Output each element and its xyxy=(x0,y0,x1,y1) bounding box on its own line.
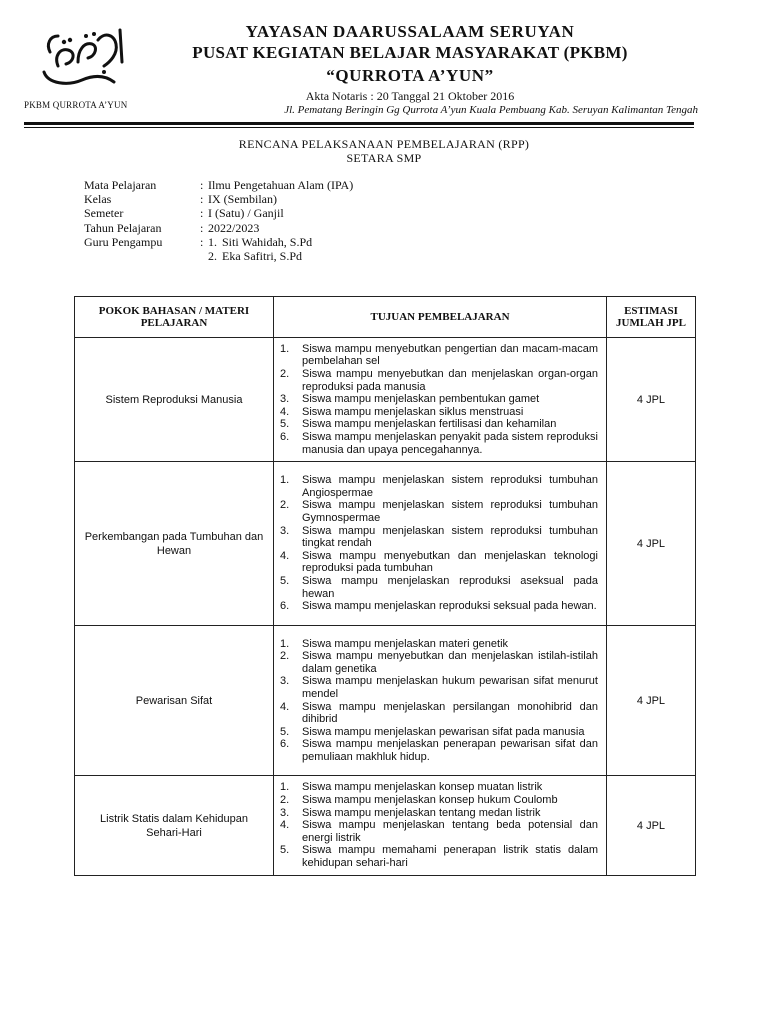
goal-text: Siswa mampu menyebutkan dan menjelaskan teknologi reproduksi pada tumbuhan xyxy=(302,549,598,575)
goal-text: Siswa mampu menyebutkan dan menjelaskan organ-organ reproduksi pada manusia xyxy=(302,368,598,393)
jpl-cell: 4 JPL xyxy=(607,626,696,776)
goal-number: 2. xyxy=(280,368,290,381)
info-separator: : xyxy=(200,234,204,249)
goal-text: Siswa mampu menjelaskan siklus menstruasi xyxy=(302,405,524,418)
goal-text: Siswa mampu menjelaskan tentang beda potensial dan energi listrik xyxy=(302,819,598,844)
goal-item xyxy=(278,794,598,807)
institution-name: PUSAT KEGIATAN BELAJAR MASYARAKAT (PKBM) xyxy=(192,43,628,62)
goal-number: 1. xyxy=(280,342,290,355)
teacher-name: Eka Safitri, S.Pd xyxy=(222,249,302,264)
goals-list xyxy=(278,781,598,869)
goal-number: 1. xyxy=(280,474,290,487)
institution-short-name: “QURROTA A’YUN” xyxy=(326,66,494,85)
letterhead-divider xyxy=(24,122,694,125)
goal-item xyxy=(278,675,598,700)
document-subtitle: SETARA SMP xyxy=(346,151,422,165)
goal-item xyxy=(278,819,598,844)
document-title: RENCANA PELAKSANAAN PEMBELAJARAN (RPP) xyxy=(238,137,530,151)
goal-number: 2. xyxy=(280,499,290,512)
goals-cell xyxy=(274,776,607,876)
table-row xyxy=(75,338,696,462)
info-value: IX (Sembilan) xyxy=(208,192,277,207)
goal-number: 6. xyxy=(280,600,290,613)
topic-cell: Pewarisan Sifat xyxy=(75,626,274,776)
goal-text: Siswa mampu menyebutkan pengertian dan macam-macam pembelahan sel xyxy=(302,342,598,368)
goal-text: Siswa mampu menjelaskan sistem reproduksi tumbuhan Angiospermae xyxy=(302,474,598,499)
goal-text: Siswa mampu menjelaskan konsep hukum Coulomb xyxy=(302,794,558,807)
goal-item xyxy=(278,650,598,675)
goal-number: 2. xyxy=(280,794,290,807)
info-label: Kelas xyxy=(84,192,112,207)
goal-item xyxy=(278,807,598,820)
goal-item xyxy=(278,550,598,575)
goals-cell xyxy=(274,626,607,776)
goals-list xyxy=(278,638,598,764)
info-row-class xyxy=(84,192,353,206)
goal-number: 3. xyxy=(280,393,290,406)
goal-number: 3. xyxy=(280,675,290,688)
goal-number: 4. xyxy=(280,700,290,713)
goal-item xyxy=(278,474,598,499)
info-separator: : xyxy=(200,178,204,192)
goal-number: 4. xyxy=(280,405,290,418)
jpl-cell: 4 JPL xyxy=(607,776,696,876)
goal-text: Siswa mampu menjelaskan tentang medan listrik xyxy=(302,806,541,819)
table-body xyxy=(75,338,696,876)
info-row-semester xyxy=(84,206,353,220)
info-separator: : xyxy=(200,206,204,221)
goal-item xyxy=(278,499,598,524)
goal-item xyxy=(278,844,598,869)
jpl-cell: 4 JPL xyxy=(607,338,696,462)
letterhead-divider-thin xyxy=(24,127,694,128)
goals-list xyxy=(278,343,598,456)
goal-number: 5. xyxy=(280,574,290,587)
teacher-item xyxy=(208,235,312,249)
goal-number: 2. xyxy=(280,650,290,663)
info-separator: : xyxy=(200,220,204,235)
course-info xyxy=(84,178,353,263)
goal-number: 5. xyxy=(280,725,290,738)
jpl-cell: 4 JPL xyxy=(607,462,696,626)
table-row xyxy=(75,462,696,626)
goal-text: Siswa mampu menjelaskan reproduksi seksual pada hewan. xyxy=(302,600,597,613)
column-header-topic: POKOK BAHASAN / MATERI PELAJARAN xyxy=(75,297,274,338)
teacher-number: 1. xyxy=(208,234,217,249)
column-header-goals: TUJUAN PEMBELAJARAN xyxy=(274,297,607,338)
goal-text: Siswa mampu menjelaskan sistem reproduksi tumbuhan Gymnospermae xyxy=(302,499,598,525)
goal-text: Siswa mampu menjelaskan pembentukan gamet xyxy=(302,393,540,406)
goal-item xyxy=(278,638,598,651)
goal-number: 5. xyxy=(280,844,290,857)
info-row-subject xyxy=(84,178,353,192)
info-row-teachers xyxy=(84,235,353,263)
goal-item xyxy=(278,393,598,406)
info-value: 2022/2023 xyxy=(208,220,260,235)
goal-item xyxy=(278,406,598,419)
goal-item xyxy=(278,738,598,763)
goal-item xyxy=(278,575,598,600)
info-row-year xyxy=(84,221,353,235)
goals-cell xyxy=(274,462,607,626)
teacher-list xyxy=(208,235,312,263)
goal-text: Siswa mampu menjelaskan penerapan pewarisan sifat dan pemuliaan makhluk hidup. xyxy=(302,738,598,763)
goal-number: 3. xyxy=(280,806,290,819)
goal-number: 5. xyxy=(280,418,290,431)
goals-list xyxy=(278,474,598,613)
goal-item xyxy=(278,600,598,613)
topic-cell: Listrik Statis dalam Kehidupan Sehari-Hari xyxy=(75,776,274,876)
goal-text: Siswa mampu menjelaskan pewarisan sifat pada manusia xyxy=(302,725,585,738)
info-value: Ilmu Pengetahuan Alam (IPA) xyxy=(208,178,354,192)
arabic-calligraphy-logo-icon xyxy=(34,22,130,94)
logo-caption: PKBM QURROTA A’YUN xyxy=(24,100,128,110)
foundation-name: YAYASAN DAARUSSALAAM SERUYAN xyxy=(245,22,575,41)
teacher-item xyxy=(208,249,312,263)
goal-number: 4. xyxy=(280,549,290,562)
goal-text: Siswa mampu menjelaskan sistem reproduksi tumbuhan tingkat rendah xyxy=(302,524,598,550)
column-header-estimate: ESTIMASI JUMLAH JPL xyxy=(607,297,696,338)
goal-text: Siswa mampu menjelaskan persilangan monohibrid dan dihibrid xyxy=(302,700,598,726)
goal-text: Siswa mampu memahami penerapan listrik statis dalam kehidupan sehari-hari xyxy=(302,844,598,869)
goal-text: Siswa mampu menjelaskan fertilisasi dan kehamilan xyxy=(302,418,557,431)
info-label: Tahun Pelajaran xyxy=(84,220,162,235)
goal-item xyxy=(278,431,598,456)
info-label: Guru Pengampu xyxy=(84,234,163,249)
table-row xyxy=(75,626,696,776)
goal-item xyxy=(278,781,598,794)
table-row xyxy=(75,776,696,876)
teacher-name: Siti Wahidah, S.Pd xyxy=(222,234,313,249)
topic-cell: Sistem Reproduksi Manusia xyxy=(75,338,274,462)
goal-number: 4. xyxy=(280,819,290,832)
info-label: Semeter xyxy=(84,206,124,221)
goal-item xyxy=(278,525,598,550)
goal-item xyxy=(278,701,598,726)
goal-item xyxy=(278,726,598,739)
topic-cell: Perkembangan pada Tumbuhan dan Hewan xyxy=(75,462,274,626)
lesson-plan-table xyxy=(74,296,696,876)
goal-text: Siswa mampu menjelaskan penyakit pada sistem reproduksi manusia dan upaya pencegahannya. xyxy=(302,430,598,456)
goal-item xyxy=(278,418,598,431)
goal-text: Siswa mampu menyebutkan dan menjelaskan istilah-istilah dalam genetika xyxy=(302,650,598,675)
goal-text: Siswa mampu menjelaskan materi genetik xyxy=(302,637,509,650)
goal-text: Siswa mampu menjelaskan reproduksi aseksual pada hewan xyxy=(302,574,598,600)
notary-line: Akta Notaris : 20 Tanggal 21 Oktober 2016 xyxy=(305,89,515,103)
goal-number: 3. xyxy=(280,524,290,537)
goal-item xyxy=(278,343,598,368)
goal-number: 1. xyxy=(280,637,290,650)
info-separator: : xyxy=(200,192,204,207)
teacher-number: 2. xyxy=(208,249,217,264)
address-line: Jl. Pematang Beringin Gg Qurrota A’yun Kuala Pembuang Kab. Seruyan Kalimantan Tengah xyxy=(284,104,698,116)
goal-number: 6. xyxy=(280,738,290,751)
info-label: Mata Pelajaran xyxy=(84,178,157,192)
info-value: I (Satu) / Ganjil xyxy=(208,206,284,221)
goals-cell xyxy=(274,338,607,462)
table-header-row xyxy=(75,297,696,338)
goal-text: Siswa mampu menjelaskan hukum pewarisan sifat menurut mendel xyxy=(302,675,598,700)
goal-number: 1. xyxy=(280,781,290,794)
goal-item xyxy=(278,368,598,393)
goal-number: 6. xyxy=(280,430,290,443)
goal-text: Siswa mampu menjelaskan konsep muatan listrik xyxy=(302,781,543,794)
